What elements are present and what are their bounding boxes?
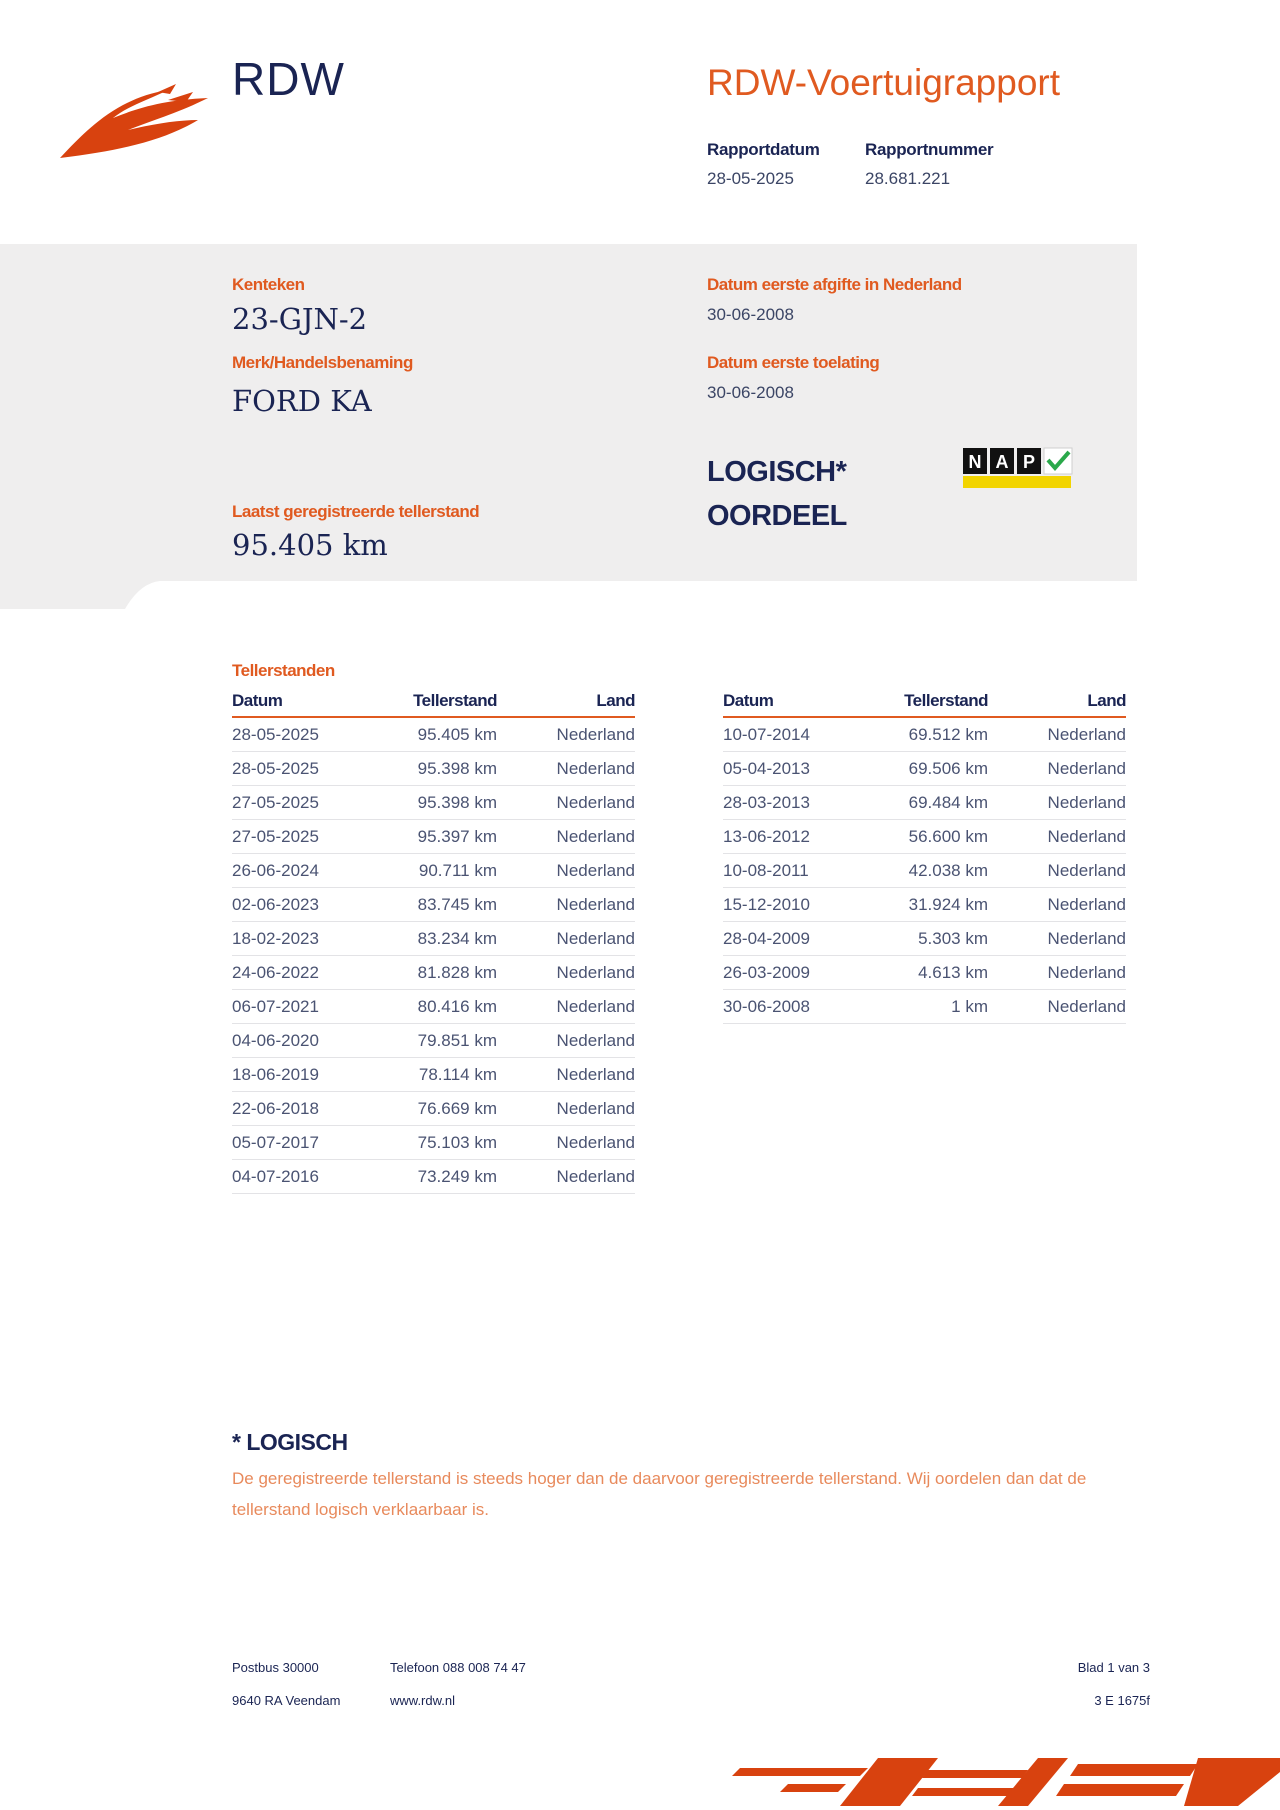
reading-date: 26-06-2024 bbox=[232, 854, 377, 888]
reading-odometer: 95.398 km bbox=[377, 752, 497, 786]
reading-odometer: 79.851 km bbox=[377, 1024, 497, 1058]
reading-date: 15-12-2010 bbox=[723, 888, 868, 922]
reading-country: Nederland bbox=[497, 922, 635, 956]
vehicle-summary-panel bbox=[0, 244, 1137, 580]
reading-country: Nederland bbox=[988, 820, 1126, 854]
table-row bbox=[232, 1160, 635, 1194]
table-row bbox=[232, 1058, 635, 1092]
table-row bbox=[232, 752, 635, 786]
column-header-date: Datum bbox=[723, 686, 868, 717]
reading-odometer: 95.405 km bbox=[377, 717, 497, 752]
reading-country: Nederland bbox=[497, 990, 635, 1024]
reading-country: Nederland bbox=[988, 717, 1126, 752]
plate-label: Kenteken bbox=[232, 275, 305, 294]
readings-table-left bbox=[232, 686, 635, 1194]
reading-country: Nederland bbox=[497, 1092, 635, 1126]
reading-date: 06-07-2021 bbox=[232, 990, 377, 1024]
nap-badge-icon bbox=[961, 444, 1075, 490]
reading-date: 28-05-2025 bbox=[232, 717, 377, 752]
reading-odometer: 78.114 km bbox=[377, 1058, 497, 1092]
column-header-odometer: Tellerstand bbox=[377, 686, 497, 717]
report-date: 28-05-2025 bbox=[707, 169, 794, 188]
table-row bbox=[723, 786, 1126, 820]
table-row bbox=[723, 956, 1126, 990]
column-header-date: Datum bbox=[232, 686, 377, 717]
reading-odometer: 69.484 km bbox=[868, 786, 988, 820]
table-row bbox=[232, 922, 635, 956]
reading-country: Nederland bbox=[497, 888, 635, 922]
reading-date: 26-03-2009 bbox=[723, 956, 868, 990]
reading-odometer: 42.038 km bbox=[868, 854, 988, 888]
table-row bbox=[723, 752, 1126, 786]
footer-phone: Telefoon 088 008 74 47 bbox=[390, 1660, 526, 1675]
reading-odometer: 90.711 km bbox=[377, 854, 497, 888]
reading-odometer: 83.234 km bbox=[377, 922, 497, 956]
reading-odometer: 83.745 km bbox=[377, 888, 497, 922]
column-header-odometer: Tellerstand bbox=[868, 686, 988, 717]
table-row bbox=[723, 922, 1126, 956]
odometer-label: Laatst geregistreerde tellerstand bbox=[232, 502, 480, 521]
table-row bbox=[232, 888, 635, 922]
reading-odometer: 56.600 km bbox=[868, 820, 988, 854]
reading-country: Nederland bbox=[497, 854, 635, 888]
table-row bbox=[232, 820, 635, 854]
reading-odometer: 76.669 km bbox=[377, 1092, 497, 1126]
reading-country: Nederland bbox=[497, 1126, 635, 1160]
nap-letter-p: P bbox=[1022, 452, 1036, 472]
reading-country: Nederland bbox=[988, 752, 1126, 786]
table-row bbox=[232, 1126, 635, 1160]
first-admission-date: 30-06-2008 bbox=[707, 383, 794, 402]
verdict bbox=[707, 450, 847, 538]
table-row bbox=[232, 990, 635, 1024]
reading-date: 04-07-2016 bbox=[232, 1160, 377, 1194]
footer-postbus: Postbus 30000 bbox=[232, 1660, 319, 1675]
brand-name: RDW bbox=[232, 53, 345, 105]
table-row bbox=[723, 888, 1126, 922]
reading-country: Nederland bbox=[497, 786, 635, 820]
reading-odometer: 95.398 km bbox=[377, 786, 497, 820]
table-row bbox=[723, 854, 1126, 888]
reading-country: Nederland bbox=[988, 786, 1126, 820]
reading-country: Nederland bbox=[988, 854, 1126, 888]
first-issue-nl-label: Datum eerste afgifte in Nederland bbox=[707, 275, 962, 294]
reading-country: Nederland bbox=[988, 922, 1126, 956]
first-admission-label: Datum eerste toelating bbox=[707, 353, 880, 372]
reading-date: 18-02-2023 bbox=[232, 922, 377, 956]
reading-odometer: 80.416 km bbox=[377, 990, 497, 1024]
rdw-feather-logo-icon bbox=[58, 78, 213, 163]
rdw-stripes-logo-icon bbox=[728, 1754, 1280, 1810]
reading-country: Nederland bbox=[497, 752, 635, 786]
reading-country: Nederland bbox=[497, 1024, 635, 1058]
reading-odometer: 81.828 km bbox=[377, 956, 497, 990]
column-header-country: Land bbox=[497, 686, 635, 717]
reading-odometer: 31.924 km bbox=[868, 888, 988, 922]
reading-country: Nederland bbox=[497, 820, 635, 854]
reading-country: Nederland bbox=[988, 990, 1126, 1024]
reading-country: Nederland bbox=[497, 1160, 635, 1194]
table-row bbox=[232, 786, 635, 820]
panel-tail-shape bbox=[0, 579, 1137, 609]
reading-odometer: 69.512 km bbox=[868, 717, 988, 752]
reading-country: Nederland bbox=[497, 956, 635, 990]
readings-table-right bbox=[723, 686, 1126, 1024]
reading-date: 05-04-2013 bbox=[723, 752, 868, 786]
reading-date: 24-06-2022 bbox=[232, 956, 377, 990]
footnote-text: De geregistreerde tellerstand is steeds hoger dan de daarvoor geregistreerde tellerstand. Wij oordelen dan dat de tellerstand logisch verklaarbaar is. bbox=[232, 1469, 1087, 1519]
first-issue-nl-date: 30-06-2008 bbox=[707, 305, 794, 324]
reading-odometer: 1 km bbox=[868, 990, 988, 1024]
table-row bbox=[232, 956, 635, 990]
reading-odometer: 69.506 km bbox=[868, 752, 988, 786]
reading-date: 10-07-2014 bbox=[723, 717, 868, 752]
table-row bbox=[723, 820, 1126, 854]
reading-country: Nederland bbox=[497, 1058, 635, 1092]
reading-country: Nederland bbox=[497, 717, 635, 752]
plate-number: 23-GJN-2 bbox=[232, 302, 368, 336]
reading-odometer: 75.103 km bbox=[377, 1126, 497, 1160]
footer-page-number: Blad 1 van 3 bbox=[1077, 1660, 1150, 1675]
reading-date: 28-03-2013 bbox=[723, 786, 868, 820]
table-row bbox=[232, 1092, 635, 1126]
table-row bbox=[232, 854, 635, 888]
table-row bbox=[723, 717, 1126, 752]
make-value: FORD KA bbox=[232, 384, 372, 418]
reading-date: 30-06-2008 bbox=[723, 990, 868, 1024]
table-row bbox=[723, 990, 1126, 1024]
reading-date: 27-05-2025 bbox=[232, 786, 377, 820]
reading-date: 22-06-2018 bbox=[232, 1092, 377, 1126]
reading-odometer: 73.249 km bbox=[377, 1160, 497, 1194]
reading-date: 05-07-2017 bbox=[232, 1126, 377, 1160]
reading-date: 28-05-2025 bbox=[232, 752, 377, 786]
report-number: 28.681.221 bbox=[865, 169, 951, 188]
make-label: Merk/Handelsbenaming bbox=[232, 353, 413, 372]
verdict-line-2: OORDEEL bbox=[707, 500, 847, 532]
table-row bbox=[232, 1024, 635, 1058]
reading-date: 04-06-2020 bbox=[232, 1024, 377, 1058]
report-date-label: Rapportdatum bbox=[707, 140, 820, 159]
odometer-value: 95.405 km bbox=[232, 528, 388, 562]
nap-letter-a: A bbox=[995, 452, 1009, 472]
reading-date: 02-06-2023 bbox=[232, 888, 377, 922]
reading-odometer: 95.397 km bbox=[377, 820, 497, 854]
footer-city: 9640 RA Veendam bbox=[232, 1693, 341, 1708]
table-row bbox=[232, 717, 635, 752]
footnote-title: * LOGISCH bbox=[232, 1429, 348, 1455]
footer-website-link[interactable]: www.rdw.nl bbox=[390, 1693, 456, 1708]
report-title: RDW-Voertuigrapport bbox=[707, 62, 1061, 103]
reading-date: 18-06-2019 bbox=[232, 1058, 377, 1092]
readings-heading: Tellerstanden bbox=[232, 661, 335, 680]
reading-date: 10-08-2011 bbox=[723, 854, 868, 888]
report-number-label: Rapportnummer bbox=[865, 140, 994, 159]
verdict-line-1: LOGISCH* bbox=[707, 456, 847, 488]
reading-date: 13-06-2012 bbox=[723, 820, 868, 854]
reading-country: Nederland bbox=[988, 956, 1126, 990]
reading-date: 28-04-2009 bbox=[723, 922, 868, 956]
reading-date: 27-05-2025 bbox=[232, 820, 377, 854]
reading-odometer: 4.613 km bbox=[868, 956, 988, 990]
reading-country: Nederland bbox=[988, 888, 1126, 922]
column-header-country: Land bbox=[988, 686, 1126, 717]
footer-code: 3 E 1675f bbox=[1094, 1693, 1150, 1708]
reading-odometer: 5.303 km bbox=[868, 922, 988, 956]
nap-letter-n: N bbox=[968, 452, 982, 472]
